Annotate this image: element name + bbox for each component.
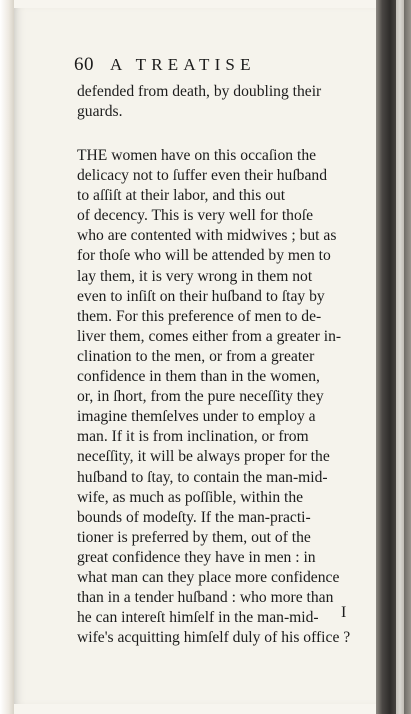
text-line: for thoſe who will be attended by men to	[77, 247, 331, 265]
text-line: confidence in them than in the women,	[77, 368, 320, 386]
page-header	[74, 54, 256, 76]
book-gutter	[0, 0, 14, 714]
running-head: A TREATISE	[110, 55, 256, 74]
text-line: great confidence they have in men : in	[77, 548, 316, 566]
text-line: than in a tender huſband : who more than	[77, 589, 334, 607]
text-line: lay them, it is very wrong in them not	[77, 267, 313, 285]
book-edge-paper	[396, 0, 404, 714]
text-line: wife's acquitting himſelf duly of his office ?	[77, 629, 351, 647]
text-line: bounds of modeſty. If the man-practi-	[77, 508, 311, 526]
paragraph-continuation	[77, 82, 353, 122]
book-edge-shadow	[376, 0, 411, 714]
text-line: huſband to ſtay, to contain the man-mid-	[77, 468, 328, 486]
text-line: liver them, comes either from a greater in-	[77, 327, 342, 345]
text-line: to aſſiſt at their labor, and this out	[77, 187, 286, 205]
text-line: imagine themſelves under to employ a	[77, 408, 316, 426]
text-line: wife, as much as poſſible, within the	[77, 488, 304, 506]
page-number: 60	[74, 54, 94, 75]
text-line: tioner is preferred by them, out of the	[77, 528, 311, 546]
text-line: he can intereſt himſelf in the man-mid-	[77, 609, 319, 627]
text-line: man. If it is from inclination, or from	[77, 428, 309, 446]
text-line: them. For this preference of men to de-	[77, 307, 322, 325]
text-line: even to inſiſt on their huſband to ſtay by	[77, 287, 325, 305]
text-line: clination to the men, or from a greater	[77, 347, 315, 365]
catchword: I	[341, 604, 347, 621]
text-line: neceſſity, it will be always proper for the	[77, 448, 330, 466]
text-line: or, in ſhort, from the pure neceſſity they	[77, 388, 324, 406]
text-line: what man can they place more confidence	[77, 568, 340, 586]
text-line: defended from death, by doubling their	[77, 83, 322, 100]
text-line: THE women have on this occaſion the	[77, 147, 317, 164]
text-line: of decency. This is very well for thoſe	[77, 207, 313, 225]
text-line: who are contented with midwives ; but as	[77, 227, 337, 245]
text-line: delicacy not to ſuffer even their huſband	[77, 167, 327, 185]
paragraph-main	[77, 146, 353, 648]
text-line: guards.	[77, 103, 123, 121]
